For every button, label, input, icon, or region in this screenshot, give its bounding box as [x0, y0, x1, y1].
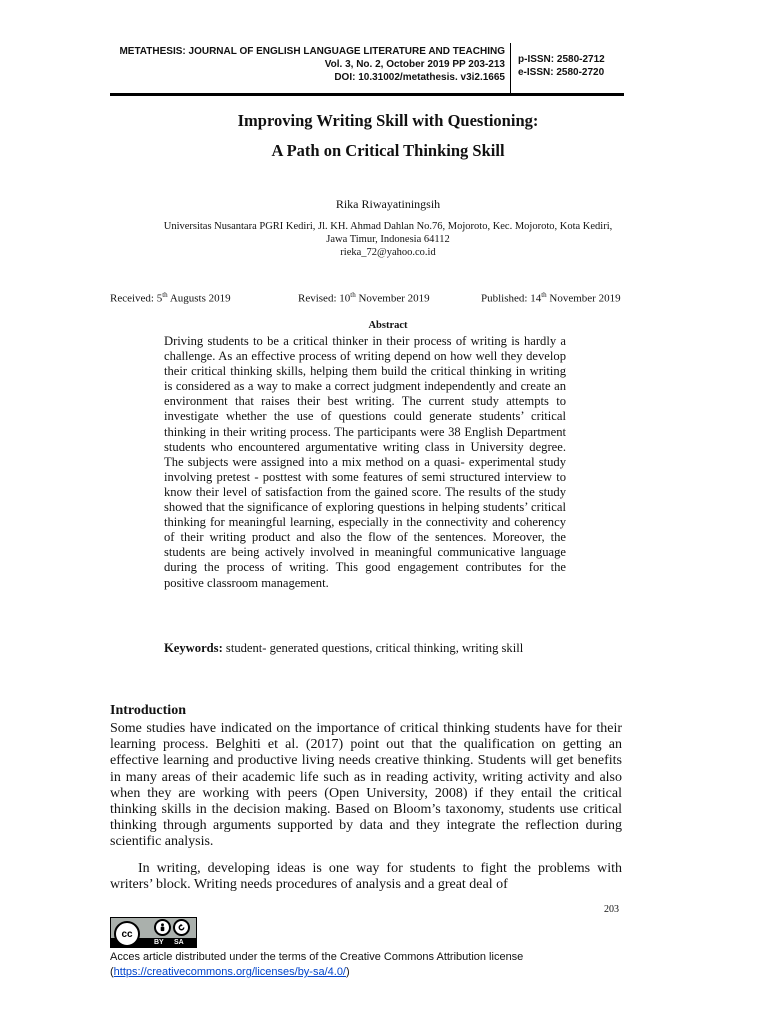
header-rule [110, 93, 624, 96]
license-text: Acces article distributed under the terms of the Creative Commons Attribution license [110, 951, 524, 963]
author-email: rieka_72@yahoo.co.id [340, 247, 436, 258]
affiliation-line2: Jawa Timur, Indonesia 64112 [326, 234, 450, 245]
section-heading-introduction: Introduction [110, 703, 186, 718]
abstract-text: Driving students to be a critical thinker in their process of writing is hardly a challenge. As an effective process of writing depend on how well they develop their critical thinking skills, helping them build the critical thinking in writing is considered as a way to make a correct judgment independently and create an environment that raises their best writing. The current study attempts to investigate whether the use of questions could generate students’ critical thinking in their writing process. The participants were 38 English Department students who encountered argumentative writing class in University degree. The subjects were assigned into a mix method on a quasi- experimental study involving pretest - posttest with some features of semi structured interview to know their level of satisfaction from the gained score. The results of the study showed that the significance of exploring questions in helping students’ critical thinking for meaningful learning, especially in the connectivity and coherency of their writing product and also the flow of the sentences. Moreover, the students are being actively involved in meaningful communicative language during the process of writing. This good engagement contributes for the positive classroom management. [164, 334, 566, 590]
author-name: Rika Riwayatiningsih [335, 197, 441, 211]
person-icon-glyph [158, 923, 167, 932]
share-alike-icon [173, 919, 190, 936]
p-issn: p-ISSN: 2580-2712 [518, 54, 605, 65]
cc-sa-label: SA [174, 939, 184, 946]
paper-title-line2: A Path on Critical Thinking Skill [271, 141, 505, 160]
issn-block [518, 53, 605, 79]
keywords [164, 641, 566, 656]
affiliation-line1: Universitas Nusantara PGRI Kediri, Jl. KH. Ahmad Dahlan No.76, Mojoroto, Kec. Mojoroto, Kota Kediri, [163, 221, 613, 232]
keywords-label: Keywords: [164, 641, 223, 655]
journal-doi: DOI: 10.31002/metathesis. v3i2.1665 [334, 72, 505, 83]
introduction-paragraph-2: In writing, developing ideas is one way for students to fight the problems with writers’ block. Writing needs procedures of analysis and a great deal of [110, 861, 622, 893]
received-date: Received: 5th Augusts 2019 [110, 291, 231, 305]
license-link-line: (https://creativecommons.org/licenses/by-sa/4.0/) [110, 966, 350, 978]
abstract-heading: Abstract [368, 320, 408, 331]
cc-logo-icon: cc [114, 921, 140, 947]
e-issn: e-ISSN: 2580-2720 [518, 67, 605, 78]
cc-license-badge[interactable] [110, 917, 197, 948]
affiliation [110, 220, 666, 259]
license-notice [110, 950, 630, 980]
journal-name: METATHESIS: JOURNAL OF ENGLISH LANGUAGE LITERATURE AND TEACHING [119, 46, 505, 57]
paper-title-line1: Improving Writing Skill with Questioning: [237, 111, 539, 130]
introduction-paragraph-1: Some studies have indicated on the importance of critical thinking students have for their learning process. Belghiti et al. (2017) point out that the qualification on getting an effective learning and productive living needs creative thinking. Students will get benefits in many areas of their academic life such as in reading activity, writing activity and also when they are working with peers (Open University, 2008) if they entail the critical thinking skills in the decision making. Based on Bloom’s taxonomy, students use critical thinking through arguments supported by data and they integrate the reflection during scientific analysis. [110, 721, 622, 850]
header-separator [510, 43, 511, 93]
page-number: 203 [604, 904, 619, 915]
license-link[interactable]: https://creativecommons.org/licenses/by-sa/4.0/ [113, 966, 346, 978]
journal-volume: Vol. 3, No. 2, October 2019 PP 203-213 [324, 59, 505, 70]
journal-header [110, 45, 505, 84]
share-alike-icon-glyph [177, 923, 186, 932]
cc-by-label: BY [154, 939, 164, 946]
person-icon [154, 919, 171, 936]
revised-date: Revised: 10th November 2019 [298, 291, 430, 305]
published-date: Published: 14th November 2019 [481, 291, 621, 305]
keywords-text: student- generated questions, critical thinking, writing skill [222, 641, 524, 655]
